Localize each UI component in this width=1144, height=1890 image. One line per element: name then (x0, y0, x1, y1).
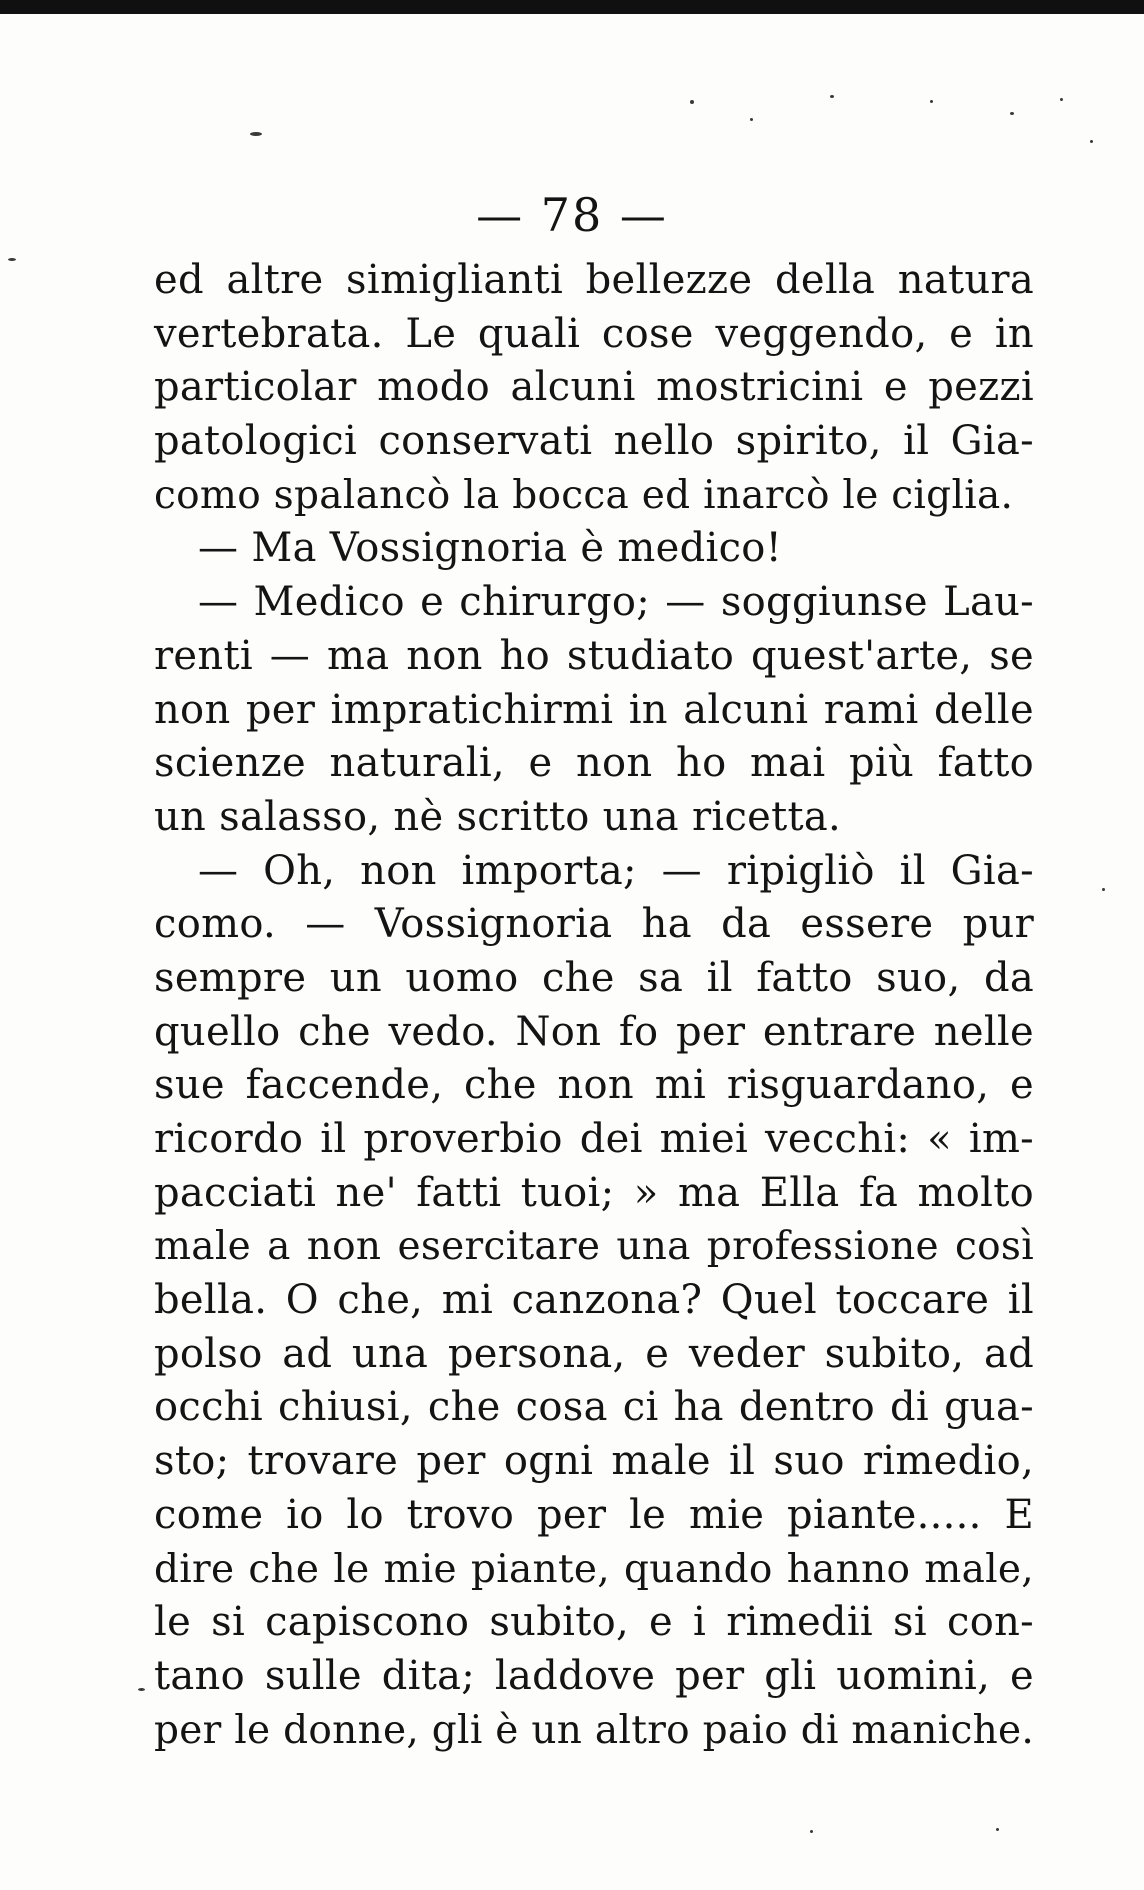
scan-speck (930, 100, 933, 103)
text-line: — Ma Vossignoria è medico! (198, 525, 783, 572)
text-line: scienze naturali, e non ho mai più fatto (154, 740, 1034, 787)
page-number: — 78 — (476, 188, 668, 242)
scan-speck (830, 95, 834, 98)
text-line: pacciati ne' fatti tuoi; » ma Ella fa molto (154, 1169, 1034, 1216)
text-line: patologici conservati nello spirito, il Gia- (154, 418, 1034, 465)
text-line: per le donne, gli è un altro paio di maniche. (154, 1707, 1035, 1753)
text-line: — Medico e chirurgo; — soggiunse Lau- (198, 579, 1034, 626)
text-line: ricordo il proverbio dei miei vecchi: « im- (154, 1116, 1034, 1162)
text-line: occhi chiusi, che cosa ci ha dentro di gua- (154, 1384, 1034, 1431)
scan-speck (1090, 140, 1093, 143)
scan-speck (690, 100, 694, 104)
text-line: vertebrata. Le quali cose veggendo, e in (154, 310, 1034, 357)
scan-top-edge (0, 0, 1144, 14)
text-line: renti — ma non ho studiato quest'arte, se (154, 632, 1034, 679)
scan-speck (1010, 112, 1014, 115)
text-line: particolar modo alcuni mostricini e pezzi (154, 364, 1034, 411)
scan-speck (996, 1828, 999, 1831)
text-line: como spalancò la bocca ed inarcò le ciglia. (154, 472, 1014, 518)
scan-speck (810, 1830, 813, 1833)
text-line: sempre un uomo che sa il fatto suo, da (154, 954, 1034, 1001)
text-line: tano sulle dita; laddove per gli uomini, e (154, 1652, 1034, 1699)
text-line: quello che vedo. Non fo per entrare nelle (154, 1008, 1034, 1055)
text-line: un salasso, nè scritto una ricetta. (154, 793, 842, 840)
scan-speck (138, 1688, 145, 1691)
scan-speck (8, 258, 16, 261)
text-line: — Oh, non importa; — ripigliò il Gia- (198, 847, 1034, 894)
scan-speck (750, 118, 753, 121)
text-line: dire che le mie piante, quando hanno male, (154, 1546, 1034, 1592)
text-line: non per impratichirmi in alcuni rami delle (154, 686, 1034, 733)
text-line: como. — Vossignoria ha da essere pur (154, 901, 1034, 948)
scan-speck (1060, 98, 1063, 101)
text-line: bella. O che, mi canzona? Quel toccare il (154, 1277, 1034, 1324)
page-text (154, 254, 1034, 1757)
text-line: sto; trovare per ogni male il suo rimedio, (154, 1438, 1034, 1485)
scan-speck (250, 132, 262, 136)
text-line: le si capiscono subito, e i rimedii si con- (154, 1599, 1034, 1646)
text-line: sue faccende, che non mi risguardano, e (154, 1062, 1034, 1109)
text-line: polso ad una persona, e veder subito, ad (154, 1330, 1034, 1377)
text-line: male a non esercitare una professione così (154, 1224, 1034, 1270)
text-line: ed altre simiglianti bellezze della natura (154, 257, 1034, 303)
text-line: come io lo trovo per le mie piante..... E (154, 1491, 1034, 1538)
scan-speck (1102, 888, 1105, 891)
